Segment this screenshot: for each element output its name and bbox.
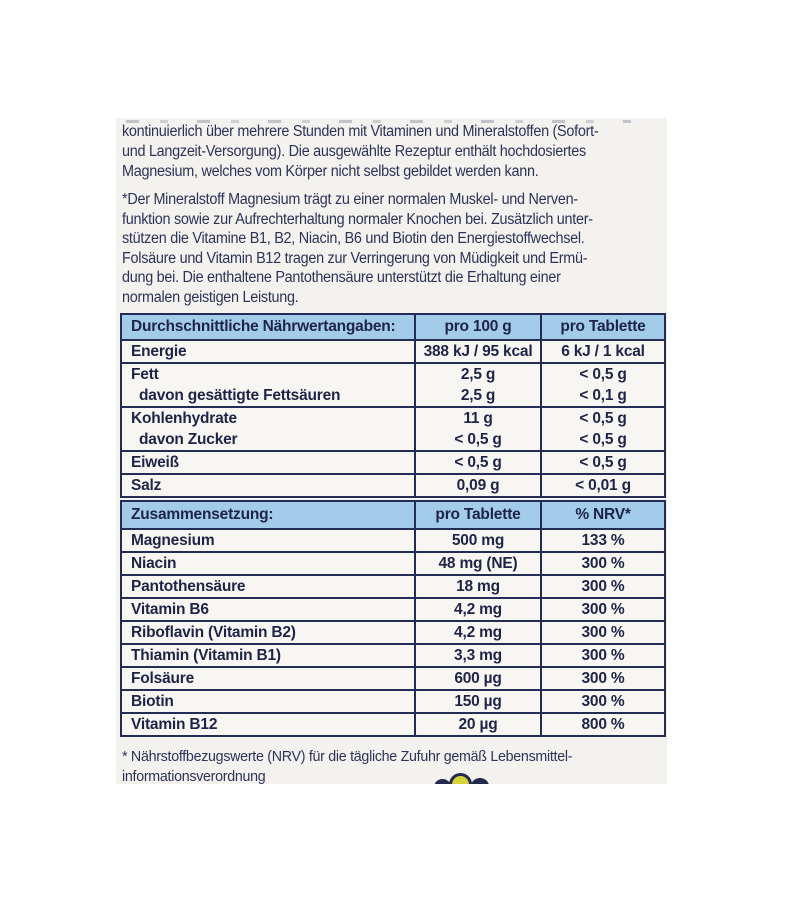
value-nrv: 300 % [581,693,625,710]
value-per-tablet: 600 µg [454,670,502,687]
composition-table [120,500,666,737]
value-per-tablet: 18 mg [456,578,500,595]
value-per-100g: 2,5 g [460,387,496,404]
value-per-tablet: < 0,5 g [579,454,627,471]
value-nrv: 300 % [581,555,625,572]
nutrient-name: Fett [131,366,159,383]
value-per-tablet: < 0,01 g [575,477,631,494]
logo-yellow-dot [449,773,472,784]
table-row [122,406,664,450]
value-per-tablet: 150 µg [454,693,502,710]
ingredient-name: Pantothensäure [131,578,246,595]
nutrient-name: Energie [131,343,187,360]
claims-line: funktion sowie zur Aufrechterhaltung normaler Knochen bei. Zusätzlich unter- [122,210,593,228]
nutrient-name: Salz [131,477,162,494]
claims-line: Folsäure und Vitamin B12 tragen zur Verringerung von Müdigkeit und Ermü- [122,249,588,267]
value-per-100g: < 0,5 g [454,454,502,471]
intro-paragraph [122,122,598,182]
value-per-100g: 11 g [463,410,493,427]
table-row [122,528,664,551]
value-per-100g: 0,09 g [456,477,500,494]
composition-header-title: Zusammensetzung: [131,506,274,523]
table-row [122,666,664,689]
table-row [122,339,664,362]
table-row [122,551,664,574]
value-nrv: 800 % [581,716,625,733]
ingredient-name: Magnesium [131,532,215,549]
intro-line: Magnesium, welches vom Körper nicht selbst gebildet werden kann. [122,163,539,180]
value-per-100g: < 0,5 g [454,431,502,448]
table-row [122,574,664,597]
value-per-tablet: 48 mg (NE) [438,555,518,572]
claims-line: normalen geistigen Leistung. [122,288,299,306]
table-row [122,597,664,620]
value-per-100g: 388 kJ / 95 kcal [423,343,533,360]
value-per-tablet: 4,2 mg [454,624,502,641]
table-row [122,450,664,473]
table-row [122,473,664,496]
ingredient-name: Folsäure [131,670,195,687]
value-per-tablet: 6 kJ / 1 kcal [561,343,645,360]
intro-line: kontinuierlich über mehrere Stunden mit Vitaminen und Mineralstoffen (Sofort- [122,123,599,140]
value-per-100g: 2,5 g [460,366,496,383]
partial-brand-logo [436,773,486,784]
composition-table-header [122,502,664,528]
ingredient-name: Biotin [131,693,174,710]
value-per-tablet: < 0,1 g [579,387,627,404]
nutrition-table-header [122,315,664,339]
ingredient-name: Niacin [131,555,177,572]
nutrition-header-title: Durchschnittliche Nährwertangaben: [131,318,396,335]
value-nrv: 133 % [581,532,625,549]
claims-paragraph [122,190,593,307]
value-nrv: 300 % [581,670,625,687]
value-per-tablet: 20 µg [458,716,498,733]
ingredient-name: Riboflavin (Vitamin B2) [131,624,296,641]
nutrition-table [120,313,666,498]
ingredient-name: Vitamin B6 [131,601,209,618]
value-nrv: 300 % [581,624,625,641]
value-nrv: 300 % [581,601,625,618]
value-per-tablet: 500 mg [451,532,505,549]
value-per-tablet: < 0,5 g [579,410,627,427]
nrv-footnote [122,747,646,784]
footnote-line: * Nährstoffbezugswerte (NRV) für die tägliche Zufuhr gemäß Lebensmittel- [122,748,573,765]
value-nrv: 300 % [581,647,625,664]
claims-line: *Der Mineralstoff Magnesium trägt zu einer normalen Muskel- und Nerven- [122,191,578,208]
ingredient-name: Thiamin (Vitamin B1) [131,647,281,664]
nutrient-name: Kohlenhydrate [131,410,237,427]
value-per-tablet: 3,3 mg [454,647,502,664]
footnote-line: informationsverordnung [122,768,266,784]
table-row [122,712,664,735]
nutrient-name: davon gesättigte Fettsäuren [139,387,341,404]
table-row [122,643,664,666]
header-per-100g: pro 100 g [414,315,540,339]
claims-line: dung bei. Die enthaltene Pantothensäure unterstützt die Erhaltung einer [122,269,561,286]
value-per-tablet: < 0,5 g [579,366,627,383]
nutrient-name: davon Zucker [139,431,238,448]
value-nrv: 300 % [581,578,625,595]
table-row [122,362,664,406]
header-nrv: % NRV* [540,502,664,528]
nutrient-name: Eiweiß [131,454,179,471]
ingredient-name: Vitamin B12 [131,716,218,733]
table-row [122,689,664,712]
table-row [122,620,664,643]
nutrition-label [116,118,667,784]
intro-line: und Langzeit-Versorgung). Die ausgewählte Rezeptur enthält hochdosiertes [122,143,586,160]
header-per-tablet: pro Tablette [414,502,540,528]
claims-line: stützen die Vitamine B1, B2, Niacin, B6 und Biotin den Energiestoffwechsel. [122,230,585,247]
header-per-tablet: pro Tablette [540,315,664,339]
value-per-tablet: < 0,5 g [579,431,627,448]
value-per-tablet: 4,2 mg [454,601,502,618]
